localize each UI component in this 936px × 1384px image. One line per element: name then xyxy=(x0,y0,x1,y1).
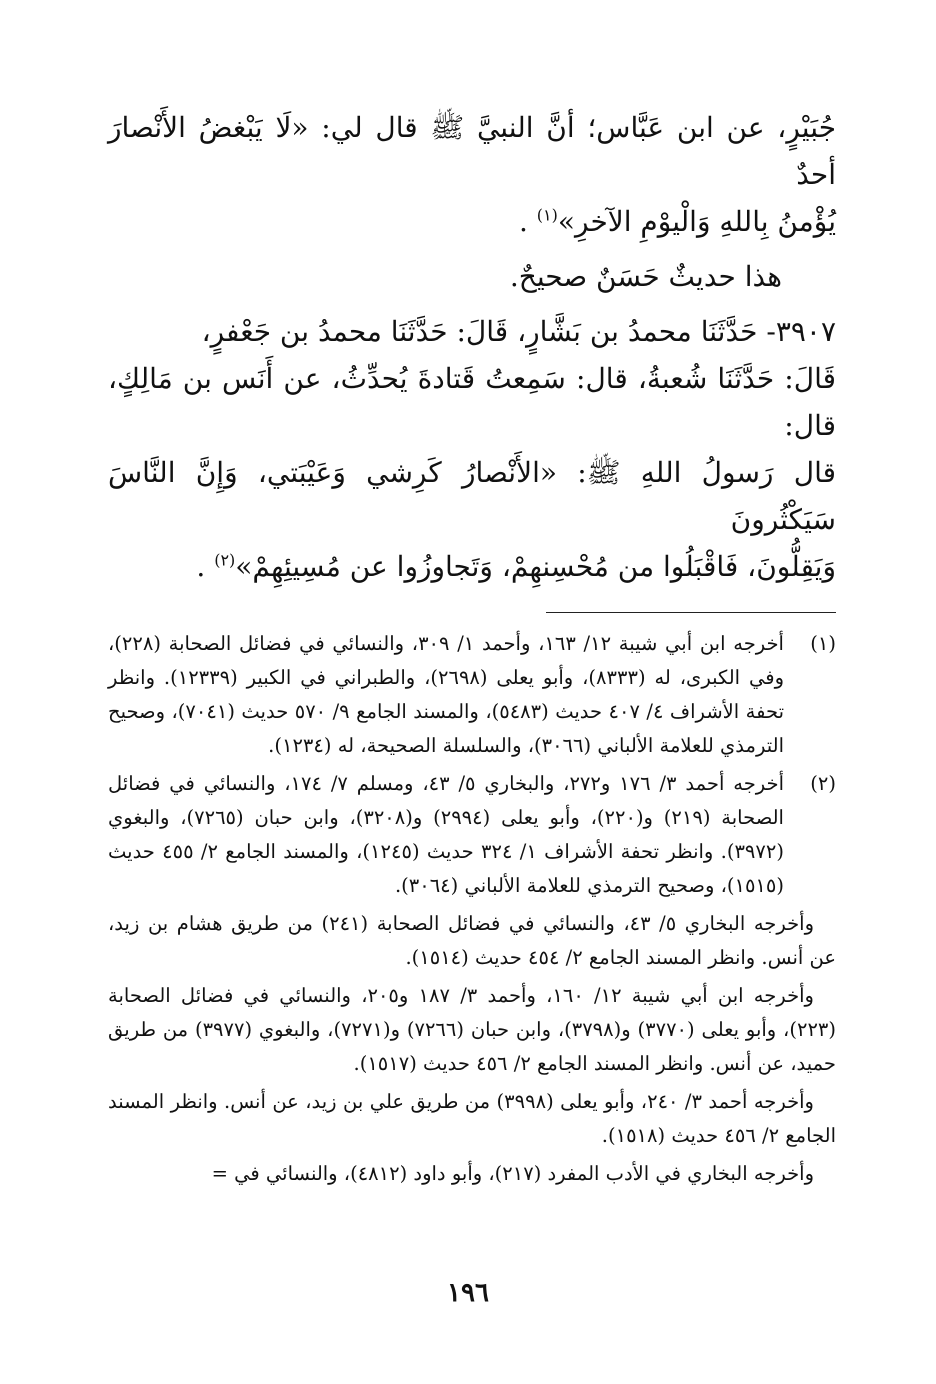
footnote-divider xyxy=(546,612,836,613)
text-line: جُبَيْرٍ، عن ابن عَبَّاس؛ أنَّ النبيَّ ﷺ قال لي: «لَا يَبْغضُ الأَنْصارَ أحدٌ xyxy=(108,111,836,191)
footnote-paragraph: وأخرجه البخاري في الأدب المفرد (٢١٧)، وأبو داود (٤٨١٢)، والنسائي في = xyxy=(211,1162,814,1185)
verdict-line: هذا حديثٌ حَسَنٌ صحيحٌ. xyxy=(509,260,782,293)
footnote-1 xyxy=(108,627,836,763)
footnote-text: أخرجه ابن أبي شيبة ١٢/ ١٦٣، وأحمد ١/ ٣٠٩، والنسائي في فضائل الصحابة (٢٢٨)، وفي الكبرى، له (٨٣٣٣)، وأبو يعلى (٢٦٩٨)، والطبراني في الكبير (١٢٣٣٩). وانظر تحفة الأشراف ٤/ ٤٠٧ حديث (٥٤٨٣)، والمسند الجامع ٩/ ٥٧٠ حديث (٧٠٤١)، وصحيح الترمذي للعلامة الألباني (٣٠٦٦)، والسلسلة الصحيحة، له (١٢٣٤). xyxy=(108,632,784,757)
footnote-paragraph: وأخرجه ابن أبي شيبة ١٢/ ١٦٠، وأحمد ٣/ ١٨٧ و٢٠٥، والنسائي في فضائل الصحابة (٢٢٣)، وأبو يعلى (٣٧٧٠) و(٣٧٩٨)، وابن حبان (٧٢٦٦) و(٧٢٧١)، والبغوي (٣٩٧٧) من طريق حميد، عن أنس. وانظر المسند الجامع ٢/ ٤٥٦ حديث (١٥١٧). xyxy=(108,984,836,1075)
text-line-content: يُؤْمنُ بِاللهِ وَالْيوْمِ الآخرِ» xyxy=(557,205,836,238)
text-line-end: . xyxy=(196,550,215,583)
text-line: قَالَ: حَدَّثَنَا شُعبةُ، قال: سَمِعتُ قَتادةَ يُحدِّثُ، عن أَنَس بن مَالِكٍ، قال: xyxy=(108,362,836,442)
text-line xyxy=(108,543,836,590)
footnote-text: أخرجه أحمد ٣/ ١٧٦ و٢٧٢، والبخاري ٥/ ٤٣، ومسلم ٧/ ١٧٤، والنسائي في فضائل الصحابة (٢١٩) و(٢٢٠)، وأبو يعلى (٢٩٩٤) و(٣٢٠٨)، وابن حبان (٧٢٦٥)، والبغوي (٣٩٧٢). وانظر تحفة الأشراف ١/ ٣٢٤ حديث (١٢٤٥)، والمسند الجامع ٢/ ٤٥٥ حديث (١٥١٥)، وصحيح الترمذي للعلامة الألباني (٣٠٦٤). xyxy=(108,772,784,897)
footnote-2 xyxy=(108,767,836,903)
footnote-paragraph: وأخرجه أحمد ٣/ ٢٤٠، وأبو يعلى (٣٩٩٨) من طريق علي بن زيد، عن أنس. وانظر المسند الجامع ٢/ ٤٥٦ حديث (١٥١٨). xyxy=(108,1090,836,1147)
main-text xyxy=(108,104,836,590)
footnotes xyxy=(108,627,836,1191)
text-line-content: وَيَقِلُّونَ، فَاقْبَلُوا من مُحْسِنهِمْ، وَتَجاوزُوا عن مُسِيئِهِمْ» xyxy=(235,550,836,583)
page-number: ١٩٦ xyxy=(447,1278,489,1308)
footnote-paragraph: وأخرجه البخاري ٥/ ٤٣، والنسائي في فضائل الصحابة (٢٤١) من طريق هشام بن زيد، عن أنس. وانظر المسند الجامع ٢/ ٤٥٤ حديث (١٥١٤). xyxy=(108,912,836,969)
hadith-number-line: ٣٩٠٧- حَدَّثَنَا محمدُ بن بَشَّارٍ، قَالَ: حَدَّثَنَا محمدُ بن جَعْفرٍ، xyxy=(201,315,836,348)
footnote-ref: (١) xyxy=(536,205,558,225)
text-line-end: . xyxy=(518,205,537,238)
footnote-ref: (٢) xyxy=(214,550,236,570)
footnote-number: (٢) xyxy=(810,772,836,795)
text-line xyxy=(108,198,836,245)
footnote-number: (١) xyxy=(810,632,836,655)
text-line: قال رَسولُ اللهِ ﷺ: «الأَنْصارُ كَرِشي وَعَيْبَتي، وَإِنَّ النَّاسَ سَيَكْثُرونَ xyxy=(108,456,836,536)
